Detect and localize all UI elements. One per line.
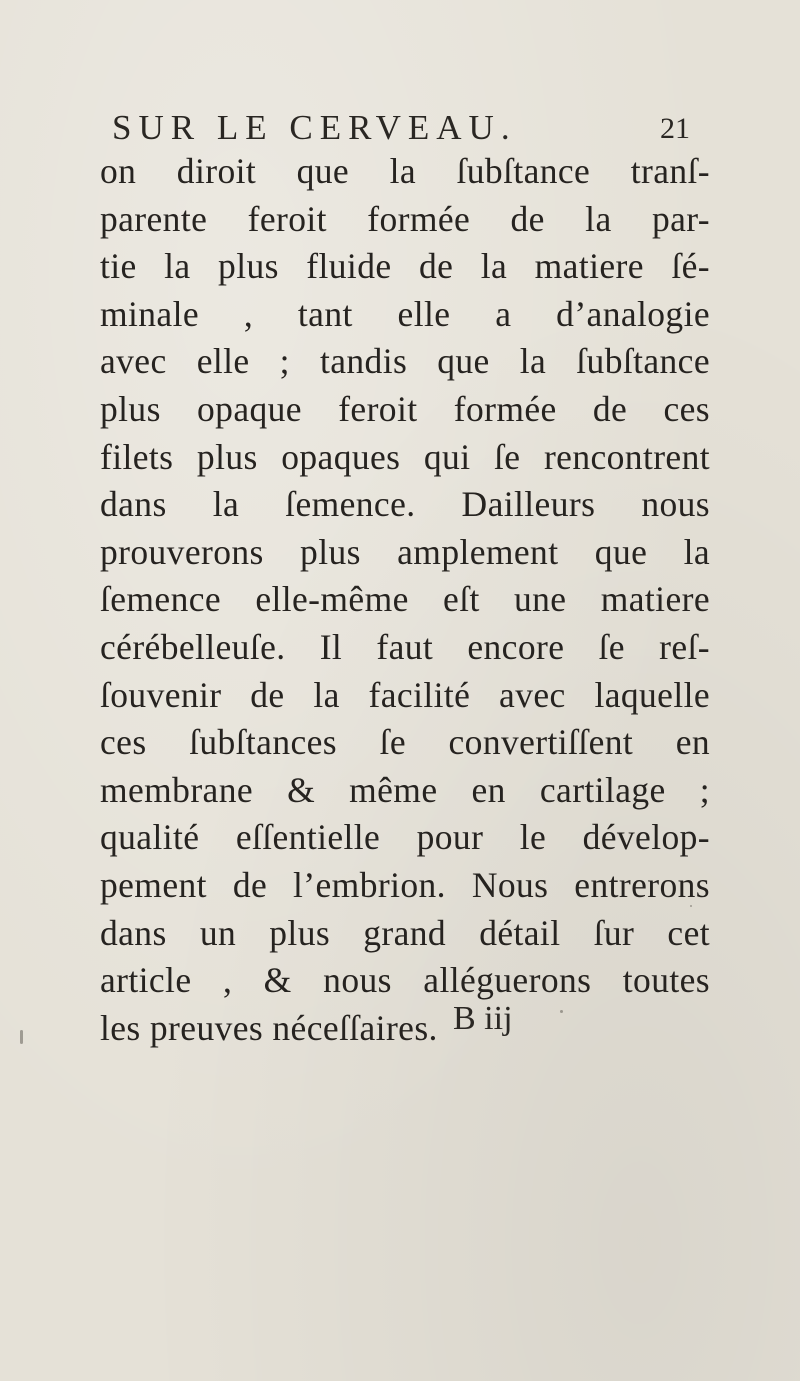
- text-line: parente feroit formée de la par-: [100, 198, 710, 239]
- text-line: les preuves néceſſaires.: [100, 1007, 438, 1048]
- signature-mark: B iij: [453, 1000, 513, 1037]
- text-line: on diroit que la ſubſtance tranſ-: [100, 151, 710, 191]
- text-line: avec elle ; tandis que la ſubſtance: [100, 341, 710, 382]
- text-line: filets plus opaques qui ſe rencontrent: [100, 436, 710, 477]
- text-line: pement de l’embrion. Nous entrerons: [100, 864, 710, 905]
- text-line: membrane & même en cartilage ;: [100, 769, 710, 810]
- text-line: plus opaque feroit formée de ces: [100, 388, 710, 429]
- text-line: article , & nous alléguerons toutes: [100, 960, 710, 1001]
- text-line: prouverons plus amplement que la: [100, 531, 710, 572]
- text-line: ſemence elle-même eſt une matiere: [100, 579, 710, 620]
- paper-speck: [690, 905, 692, 907]
- text-line: dans un plus grand détail ſur cet: [100, 912, 710, 953]
- text-line: tie la plus fluide de la matiere ſé-: [100, 246, 710, 287]
- text-line: cérébelleuſe. Il faut encore ſe reſ-: [100, 626, 710, 667]
- body-text: [100, 148, 710, 1052]
- text-line: ces ſubſtances ſe convertiſſent en: [100, 722, 710, 763]
- page-number: 21: [660, 112, 690, 145]
- text-line: dans la ſemence. Dailleurs nous: [100, 484, 710, 525]
- text-line: minale , tant elle a d’analogie: [100, 293, 710, 334]
- text-line: ſouvenir de la facilité avec laquelle: [100, 674, 710, 715]
- text-line: qualité eſſentielle pour le dévelop-: [100, 817, 710, 858]
- paper-speck: [560, 1010, 563, 1013]
- paper-speck: [20, 1030, 23, 1044]
- running-title: SUR LE CERVEAU.: [112, 108, 517, 147]
